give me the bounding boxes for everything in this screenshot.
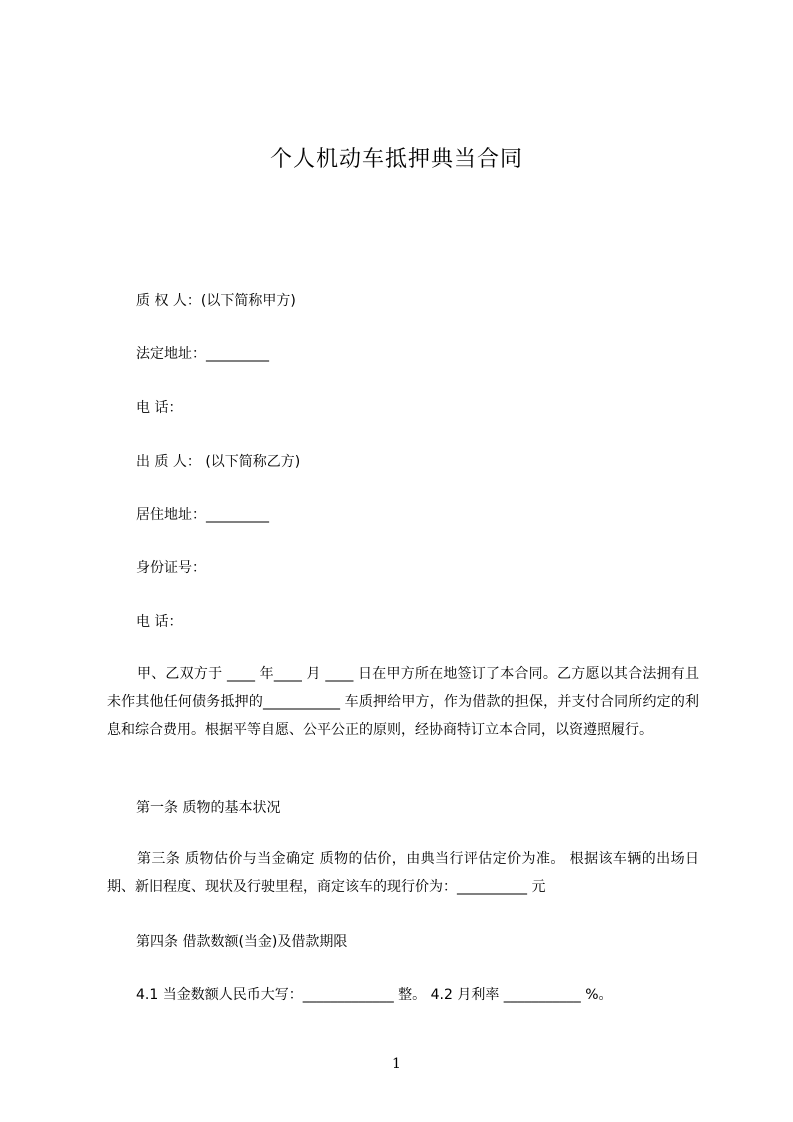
legal-address-field: 法定地址：_________ bbox=[136, 346, 269, 362]
phone-field-2: 电 话： bbox=[136, 614, 183, 630]
contract-title: 个人机动车抵押典当合同 bbox=[269, 147, 523, 172]
clause-4-1: 4.1 当金数额人民币大写：_____________ 整。 4.2 月利率 ___________ %。 bbox=[136, 987, 613, 1003]
article-3-paragraph: 第三条 质物估价与当金确定 质物的估价，由典当行评估定价为准。 根据该车辆的出场日期、新旧程度、现状及行驶里程，商定该车的现行价为：__________ 元 bbox=[107, 851, 699, 895]
article-4-heading: 第四条 借款数额(当金)及借款期限 bbox=[136, 934, 348, 950]
intro-paragraph: 甲、乙双方于 ____ 年____ 月 ____ 日在甲方所在地签订了本合同。乙方愿以其合法拥有且未作其他任何债务抵押的___________ 车质押给甲方，作为借款的担保，并支付合同所约定的利息和综合费用。根据平等自愿、公平公正的原则，经协商特订立本合同，以资遵照履行。 bbox=[107, 666, 699, 738]
phone-field-1: 电 话： bbox=[136, 400, 183, 416]
pledger-field: 出 质 人： (以下简称乙方) bbox=[136, 454, 301, 470]
residence-address-field: 居住地址：_________ bbox=[136, 507, 269, 523]
pledgee-field: 质 权 人：(以下简称甲方) bbox=[136, 293, 296, 309]
id-number-field: 身份证号： bbox=[136, 560, 206, 576]
article-1-heading: 第一条 质物的基本状况 bbox=[136, 800, 281, 816]
page-number: 1 bbox=[392, 1056, 401, 1072]
